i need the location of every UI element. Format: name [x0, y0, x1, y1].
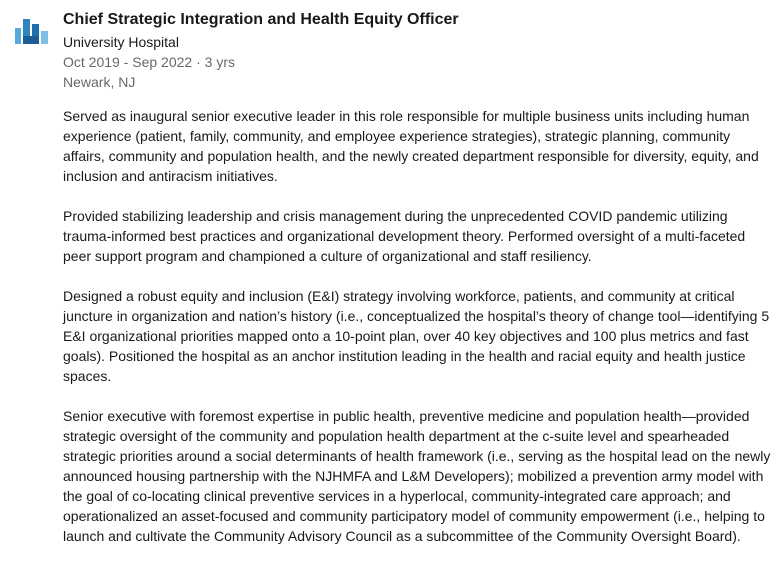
location: Newark, NJ	[63, 74, 136, 90]
date-range: Oct 2019 - Sep 2022 · 3 yrs	[63, 54, 235, 70]
job-title[interactable]: Chief Strategic Integration and Health Equity Officer	[63, 11, 459, 28]
experience-header	[63, 10, 771, 92]
description-paragraph: Designed a robust equity and inclusion (E&I) strategy involving workforce, patients, and community at critical juncture in organization and nation’s history (i.e., conceptualized the hospital’s theory of change tool—identifying 5 E&I organizational priorities mapped onto a 10-point plan, over 40 key objectives and 100 plus metrics and fast goals). Positioned the hospital as an anchor institution leading in the health and racial equity and health justice spaces.	[63, 288, 770, 384]
description-paragraph: Served as inaugural senior executive leader in this role responsible for multiple business units including human experience (patient, family, community, and employee experience strategies), strategic planning, community affairs, community and population health, and the newly created department responsible for diversity, equity, and inclusion and antiracism initiatives.	[63, 108, 759, 184]
description-paragraph: Provided stabilizing leadership and crisis management during the unprecedented COVID pandemic utilizing trauma-informed best practices and organizational development theory. Performed oversight of a multi-faceted peer support program and championed a culture of organizational and staff resiliency.	[63, 208, 746, 264]
description-paragraph: Senior executive with foremost expertise in public health, preventive medicine and population health—provided strategic oversight of the community and population health department at the c-suite level and spearheaded strategic priorities around a social determinants of health framework (i.e., serving as the hospital lead on the newly announced housing partnership with the NJHMFA and L&M Developers); mobilized a prevention army model with the goal of co-locating clinical preventive services in a hyperlocal, community-integrated care approach; and operationalized an asset-focused and community participatory model of community empowerment (i.e., helping to launch and cultivate the Community Advisory Council as a subcommittee of the Community Oversight Board).	[63, 408, 771, 544]
company-name[interactable]: University Hospital	[63, 34, 179, 50]
company-logo-icon[interactable]	[14, 14, 50, 50]
job-description	[63, 106, 775, 566]
